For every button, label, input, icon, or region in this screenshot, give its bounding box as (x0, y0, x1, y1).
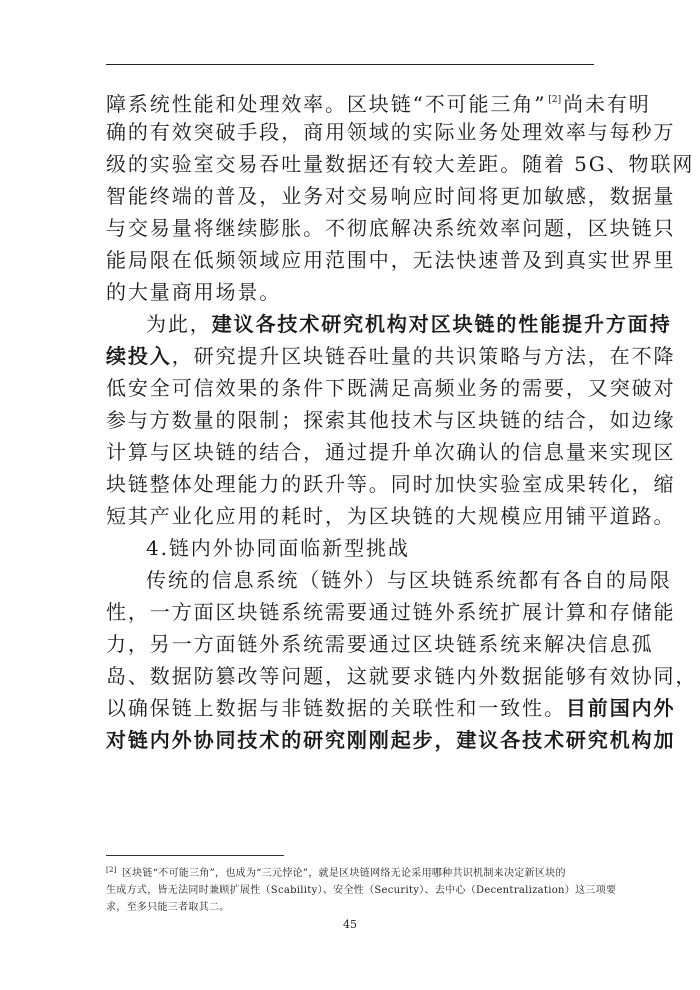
text-line: 参与方数量的限制；探索其他技术与区块链的结合，如边缘 (106, 408, 676, 432)
text-line: 块链整体处理能力的跃升等。同时加快实验室成果转化，缩 (106, 472, 676, 496)
text-line: 性，一方面区块链系统需要通过链外系统扩展计算和存储能 (106, 600, 676, 624)
text-line: 续投入，研究提升区块链吞吐量的共识策略与方法，在不降 (106, 344, 676, 368)
text-line: 确的有效突破手段，商用领域的实际业务处理效率与每秒万 (106, 120, 676, 144)
emphasis-text: 目前国内外 (565, 696, 676, 720)
text-line: 与交易量将继续膨胀。不彻底解决系统效率问题，区块链只 (106, 216, 676, 240)
footnote-line: 求，至多只能三者取其二。 (106, 902, 230, 913)
section-heading: 4.链内外协同面临新型挑战 (146, 536, 410, 560)
text-line: 智能终端的普及，业务对交易响应时间将更加敏感，数据量 (106, 184, 676, 208)
footnote (106, 862, 617, 916)
text-line: 岛、数据防篡改等问题，这就要求链内外数据能够有效协同， (106, 664, 698, 688)
footnote-line: 生成方式，皆无法同时兼顾扩展性（Scability）、安全性（Security）、去中心（Decentralization）这三项要 (106, 885, 617, 896)
body-text (106, 84, 698, 756)
text-line: 障系统性能和处理效率。区块链“不可能三角” [2] 尚未有明 (106, 92, 651, 116)
footnote-rule (106, 855, 284, 856)
text-line: 传统的信息系统（链外）与区块链系统都有各自的局限 (146, 568, 672, 592)
emphasis-text: 对链内外协同技术的研究刚刚起步，建议各技术研究机构加 (106, 728, 676, 752)
text-line: 级的实验室交易吞吐量数据还有较大差距。随着 5G、物联网 (106, 152, 695, 176)
text-line: 以确保链上数据与非链数据的关联性和一致性。目前国内外 (106, 696, 676, 720)
text-line: 能局限在低频领域应用范围中，无法快速普及到真实世界里 (106, 248, 676, 272)
text-line: 力，另一方面链外系统需要通过区块链系统来解决信息孤 (106, 632, 654, 656)
emphasis-text: 建议各技术研究机构对区块链的性能提升方面持 (211, 312, 672, 336)
text-line: 计算与区块链的结合，通过提升单次确认的信息量来实现区 (106, 440, 676, 464)
text-line: 短其产业化应用的耗时，为区块链的大规模应用铺平道路。 (106, 504, 676, 528)
header-rule (106, 64, 594, 65)
footnote-reference[interactable]: [2] (548, 95, 562, 105)
text-line: 为此，建议各技术研究机构对区块链的性能提升方面持 (146, 312, 672, 336)
footnote-line: [2] 区块链“不可能三角”，也成为“三元悖论”，就是区块链网络无论采用哪种共识机制来决定新区块的 (106, 866, 566, 879)
text-line: 的大量商用场景。 (106, 280, 282, 304)
page-number: 45 (343, 918, 357, 931)
emphasis-text: 续投入 (106, 344, 172, 368)
text-line: 低安全可信效果的条件下既满足高频业务的需要，又突破对 (106, 376, 676, 400)
footnote-mark: [2] (106, 866, 117, 874)
